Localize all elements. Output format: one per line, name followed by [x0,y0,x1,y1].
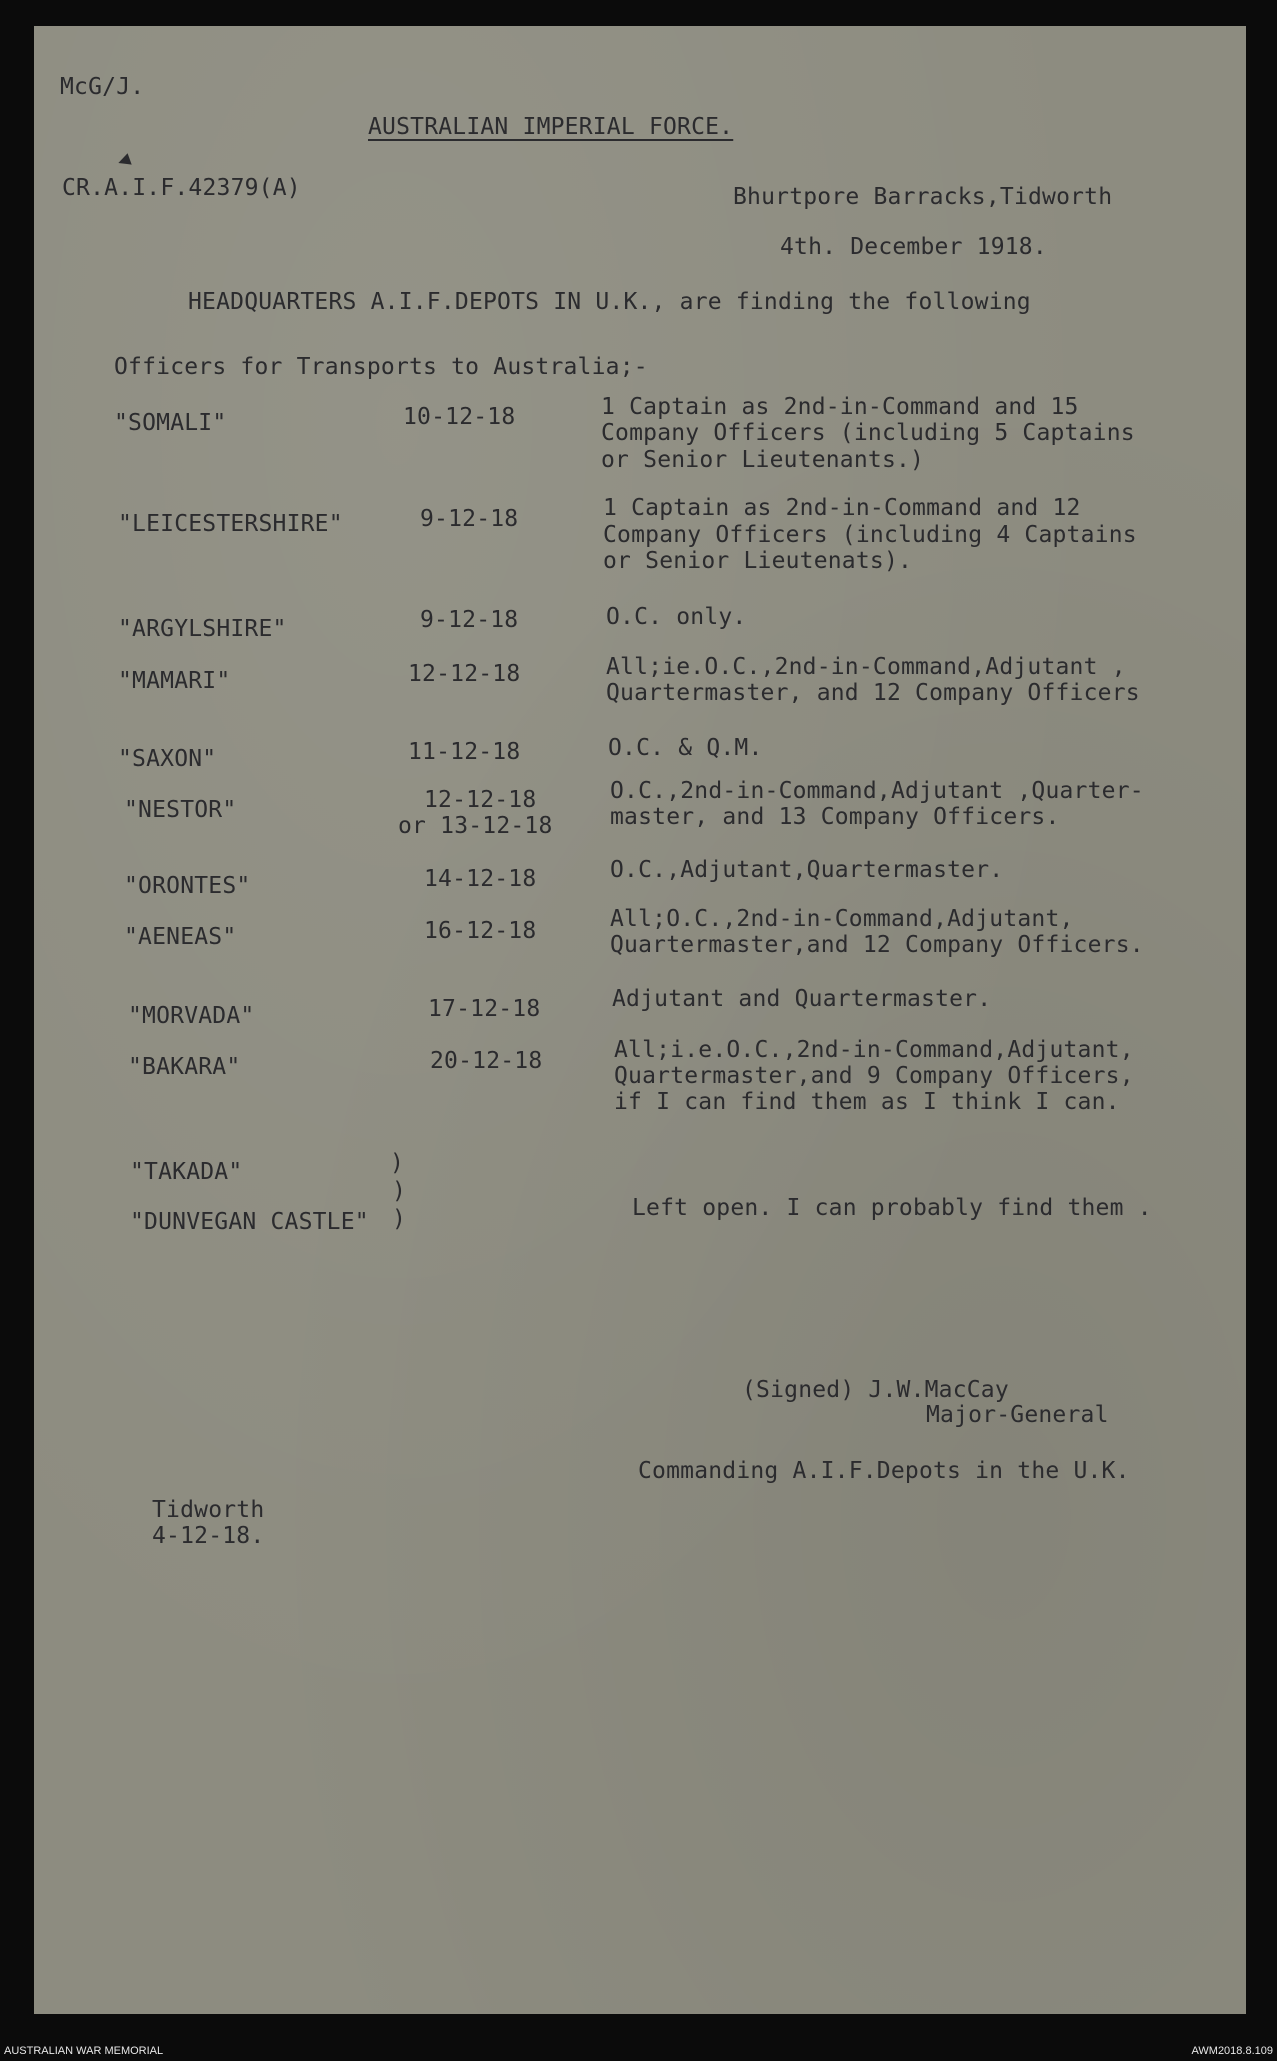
place-date: 4-12-18. [152,1523,265,1549]
ship-name: "BAKARA" [128,1054,241,1080]
ship-name: "LEICESTERSHIRE" [118,511,343,537]
detail-line: or Senior Lieutenats). [603,548,913,574]
ship-name: "AENEAS" [124,924,237,950]
detail-line: Company Officers (including 4 Captains [603,522,1137,548]
sailing-date: 17-12-18 [428,996,541,1022]
detail-line: 1 Captain as 2nd-in-Command and 12 [603,495,1081,521]
detail-line: O.C. & Q.M. [608,735,763,761]
detail-line: Quartermaster, and 12 Company Officers [606,680,1140,706]
bracket: ) [392,1178,407,1204]
letter-date: 4th. December 1918. [780,234,1047,260]
place: Tidworth [152,1497,265,1523]
ship-name: "MAMARI" [118,668,231,694]
signatory-rank: Major-General [926,1402,1109,1428]
detail-line: Adjutant and Quartermaster. [612,986,992,1012]
bracket: ) [392,1206,407,1232]
detail-line: if I can find them as I think I can. [614,1089,1120,1115]
detail-line: Quartermaster,and 9 Company Officers, [614,1063,1134,1089]
intro-line-2: Officers for Transports to Australia;- [114,354,648,380]
detail-line: All;ie.O.C.,2nd-in-Command,Adjutant , [606,654,1126,680]
signed-line: (Signed) J.W.MacCay [742,1377,1009,1403]
detail-line: 1 Captain as 2nd-in-Command and 15 [601,394,1079,420]
bracket: ) [390,1150,405,1176]
detail-line: O.C.,Adjutant,Quartermaster. [610,857,1004,883]
signatory-role: Commanding A.I.F.Depots in the U.K. [638,1458,1130,1484]
sailing-date: 9-12-18 [420,607,519,633]
sailing-date: 9-12-18 [420,506,519,532]
detail-line: O.C. only. [606,604,747,630]
ship-name: "SOMALI" [114,410,227,436]
sailing-date: 11-12-18 [408,739,521,765]
sailing-date: 12-12-18 [408,661,521,687]
archive-reference: AWM2018.8.109 [1191,2045,1273,2057]
sailing-date-alt: or 13-12-18 [398,813,553,839]
detail-line: master, and 13 Company Officers. [610,804,1060,830]
sailing-date: 10-12-18 [403,404,516,430]
document-title: AUSTRALIAN IMPERIAL FORCE. [368,114,734,140]
detail-line: or Senior Lieutenants.) [601,447,925,473]
ship-name: "ORONTES" [124,873,251,899]
address: Bhurtpore Barracks,Tidworth [733,184,1113,210]
sailing-date: 20-12-18 [430,1048,543,1074]
sailing-date: 16-12-18 [424,918,537,944]
ship-name: "TAKADA" [130,1159,243,1185]
sailing-date: 12-12-18 [424,787,537,813]
detail-line: Quartermaster,and 12 Company Officers. [610,932,1144,958]
detail-line: All;i.e.O.C.,2nd-in-Command,Adjutant, [614,1037,1134,1063]
detail-line: O.C.,2nd-in-Command,Adjutant ,Quarter- [610,778,1144,804]
intro-line-1: HEADQUARTERS A.I.F.DEPOTS IN U.K., are finding the following [188,289,1031,315]
ship-name: "MORVADA" [128,1003,255,1029]
ship-name: "DUNVEGAN CASTLE" [130,1209,369,1235]
sailing-date: 14-12-18 [424,866,537,892]
ship-name: "ARGYLSHIRE" [118,616,287,642]
ship-name: "SAXON" [118,746,217,772]
initials: McG/J. [60,74,145,100]
detail-line: Company Officers (including 5 Captains [601,420,1135,446]
detail-line: All;O.C.,2nd-in-Command,Adjutant, [610,906,1074,932]
ship-name: "NESTOR" [124,797,237,823]
archive-credit: AUSTRALIAN WAR MEMORIAL [4,2045,164,2057]
open-note: Left open. I can probably find them . [632,1195,1152,1221]
reference-number: CR.A.I.F.42379(A) [62,175,301,201]
